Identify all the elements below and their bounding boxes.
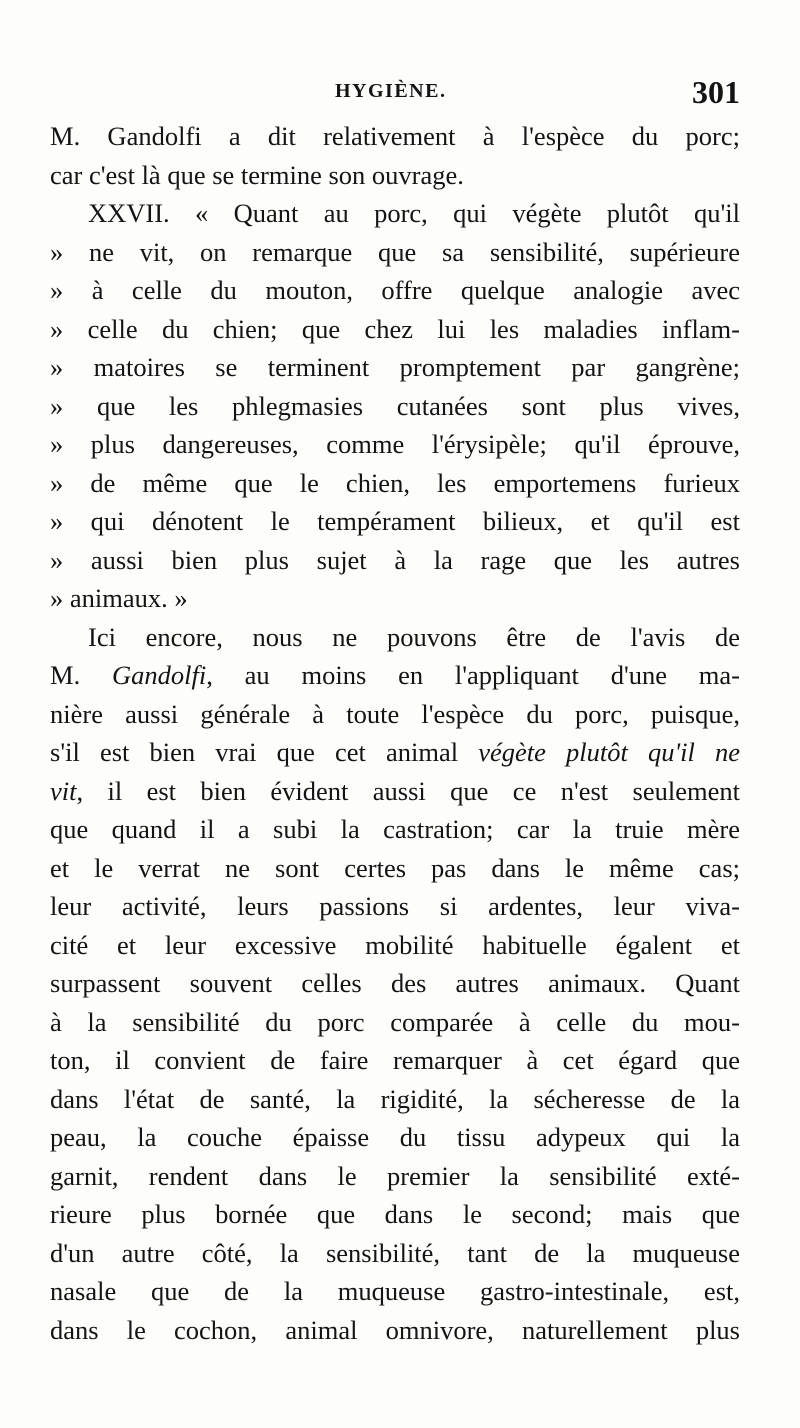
text-line: garnit, rendent dans le premier la sensibilité exté-: [50, 1160, 740, 1191]
text-line: » que les phlegmasies cutanées sont plus vives,: [50, 390, 740, 421]
text-line: Ici encore, nous ne pouvons être de l'avis de: [88, 621, 740, 652]
text-line: que quand il a subi la castration; car la truie mère: [50, 814, 740, 844]
text-line: surpassent souvent celles des autres animaux. Quant: [50, 968, 740, 998]
text-line: rieure plus bornée que dans le second; mais que: [50, 1199, 740, 1229]
text-line: car c'est là que se termine son ouvrage.: [50, 159, 464, 190]
text-line: d'un autre côté, la sensibilité, tant de la muqueuse: [50, 1237, 740, 1268]
text-line: leur activité, leurs passions si ardentes, leur viva-: [50, 891, 740, 921]
text-line: dans l'état de santé, la rigidité, la sécheresse de la: [50, 1083, 740, 1114]
text-line: » celle du chien; que chez lui les maladies inflam-: [50, 313, 740, 344]
text-line: vit, il est bien évident aussi que ce n'est seulement: [50, 775, 740, 806]
text-line: s'il est bien vrai que cet animal végète plutôt qu'il ne: [50, 737, 740, 767]
running-head-title: HYGIÈNE.: [335, 80, 447, 102]
body-text: [50, 117, 740, 1349]
text-line: » aussi bien plus sujet à la rage que les autres: [50, 544, 740, 575]
page-number: 301: [692, 74, 740, 110]
text-line: nasale que de la muqueuse gastro-intestinale, est,: [50, 1276, 740, 1306]
text-line: nière aussi générale à toute l'espèce du porc, puisque,: [50, 698, 740, 729]
text-line: » plus dangereuses, comme l'érysipèle; qu'il éprouve,: [50, 429, 740, 459]
running-head: [50, 76, 740, 112]
text-line: » ne vit, on remarque que sa sensibilité, supérieure: [50, 236, 740, 267]
text-line: » qui dénotent le tempérament bilieux, et qu'il est: [50, 506, 740, 536]
text-line: dans le cochon, animal omnivore, naturellement plus: [50, 1314, 740, 1345]
text-line: » de même que le chien, les emportemens furieux: [50, 467, 740, 498]
text-line: XXVII. « Quant au porc, qui végète plutôt qu'il: [88, 198, 740, 228]
text-line: peau, la couche épaisse du tissu adypeux qui la: [50, 1122, 740, 1152]
text-line: à la sensibilité du porc comparée à celle du mou-: [50, 1006, 740, 1037]
text-line: cité et leur excessive mobilité habituelle égalent et: [50, 929, 740, 960]
text-line: ton, il convient de faire remarquer à cet égard que: [50, 1045, 740, 1075]
text-line: M. Gandolfi a dit relativement à l'espèce du porc;: [50, 121, 740, 151]
text-line: » matoires se terminent promptement par gangrène;: [50, 352, 740, 382]
text-line: et le verrat ne sont certes pas dans le même cas;: [50, 852, 740, 883]
text-line: M. Gandolfi, au moins en l'appliquant d'une ma-: [50, 660, 740, 690]
text-line: » animaux. »: [50, 583, 188, 613]
text-line: » à celle du mouton, offre quelque analogie avec: [50, 275, 740, 305]
